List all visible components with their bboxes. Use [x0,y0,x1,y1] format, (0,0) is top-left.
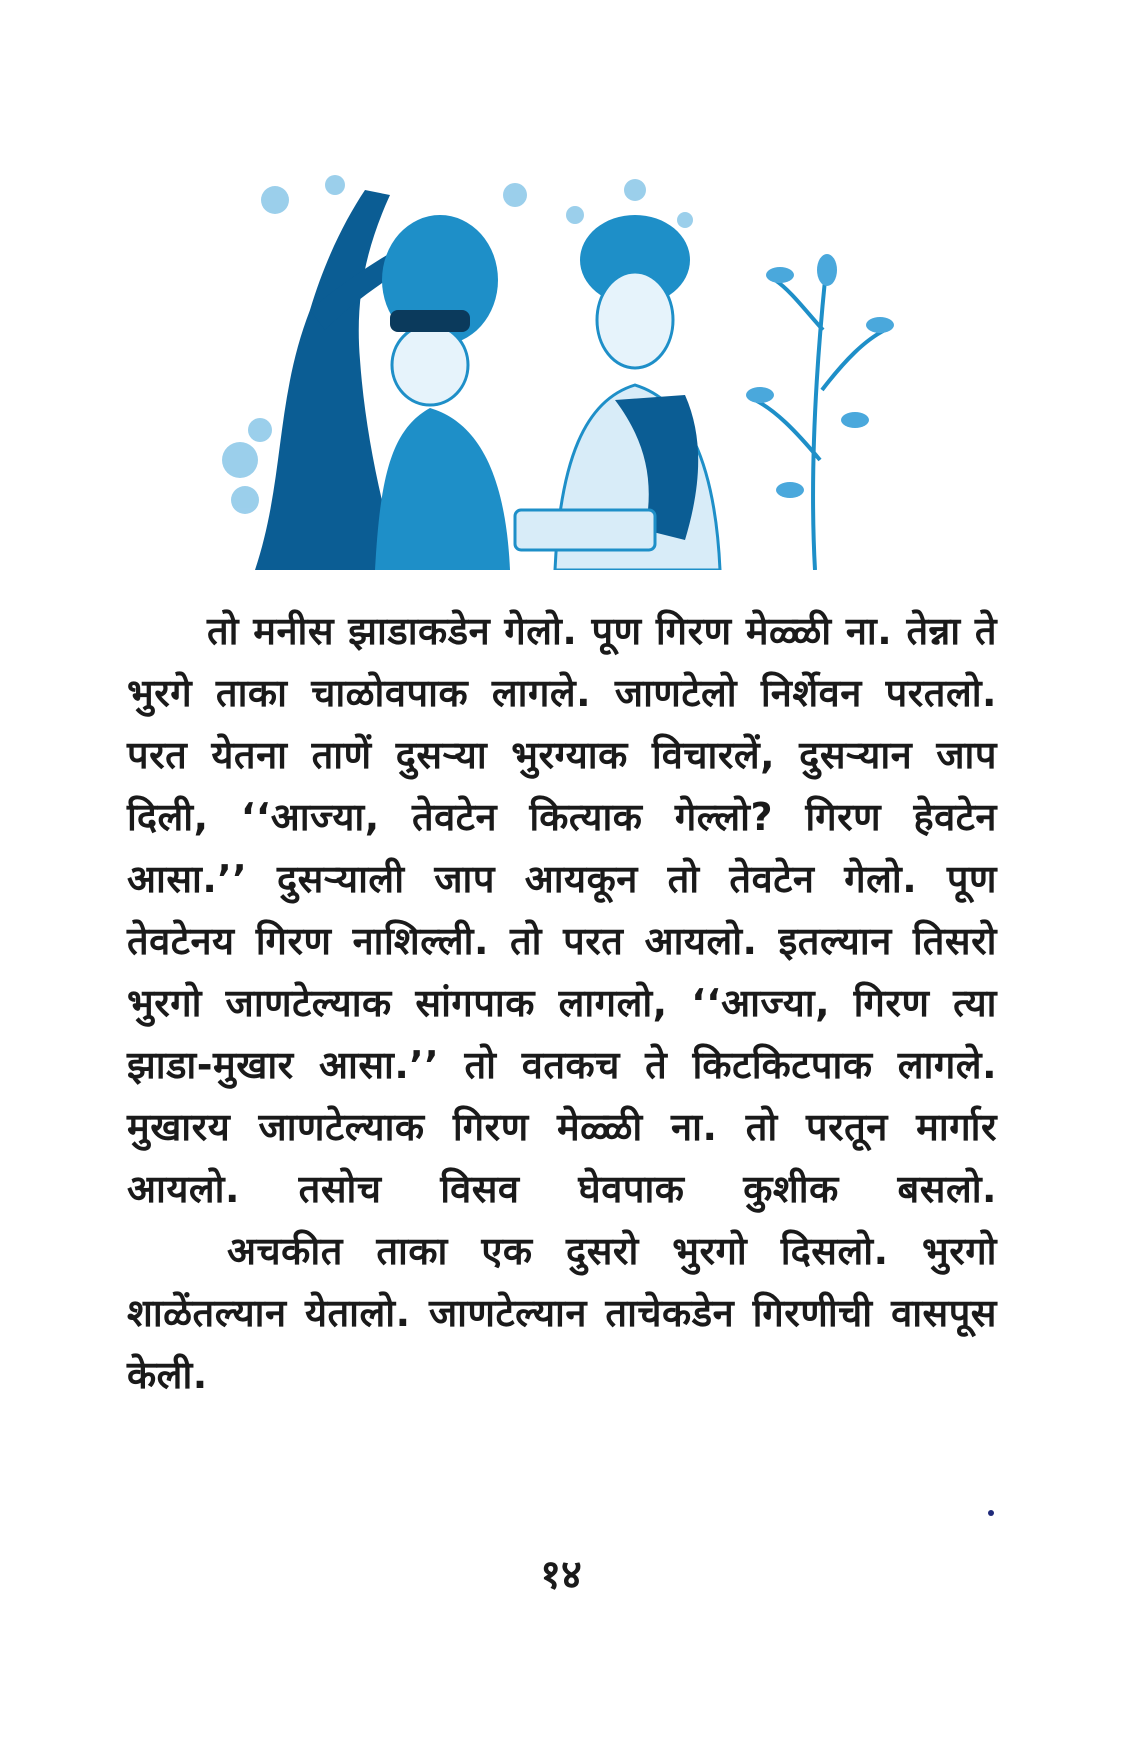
paragraph-1: तो मनीस झाडाकडेन गेलो. पूण गिरण मेळ्ळी ना. तेन्ना ते भुरगे ताका चाळोवपाक लागले. जाणटेलो निर्शेवन परतलो. परत येतना ताणें दुसऱ्या भुरग्याक विचारलें, दुसऱ्यान जाप दिली, ‘‘आज्या, तेवटेन कित्याक गेल्लो? गिरण हेवटेन आसा.’’ दुसऱ्याली जाप आयकून तो तेवटेन गेलो. पूण तेवटेनय गिरण नाशिल्ली. तो परत आयलो. इतल्यान तिसरो भुरगो जाणटेल्याक सांगपाक लागलो, ‘‘आज्या, गिरण त्या झाडा-मुखार आसा.’’ तो वतकच ते किटकिटपाक लागले. मुखारय जाणटेल्याक गिरण मेळ्ळी ना. तो परतून मार्गार आयलो. तसोच विसव घेवपाक कुशीक बसलो. [127,609,997,1211]
story-illustration [215,160,905,570]
paragraph-2: अचकीत ताका एक दुसरो भुरगो दिसलो. भुरगो शाळेंतल्यान येतालो. जाणटेल्यान ताचेकडेन गिरणीची वासपूस केली. [127,1229,997,1397]
story-text [127,600,997,1406]
dot-mark [988,1510,994,1516]
page-number: १४ [540,1552,582,1598]
